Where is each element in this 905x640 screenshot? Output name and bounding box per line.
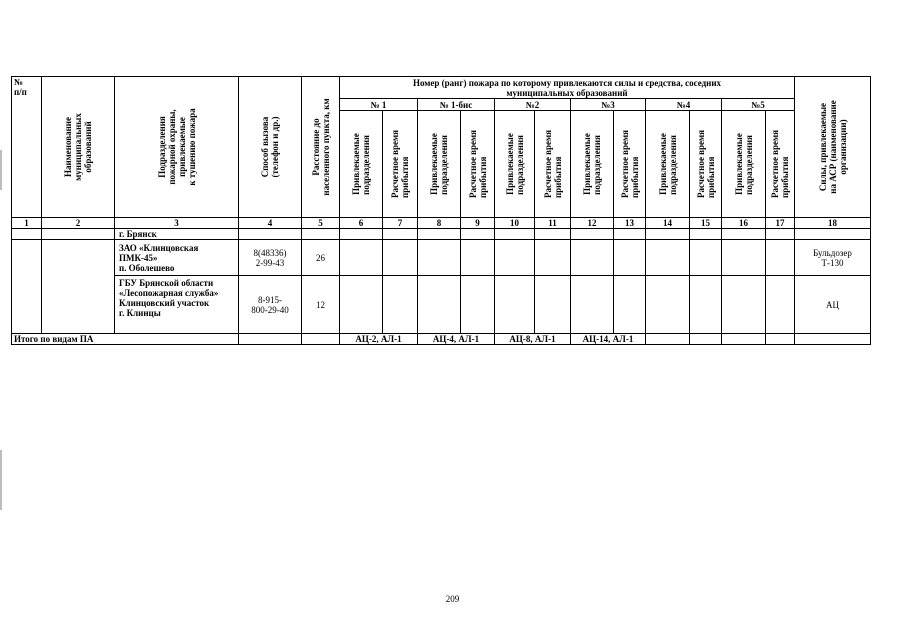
header-number: № п/п	[12, 77, 42, 218]
sub-time-rank-1-bis: Расчетное время прибытия	[461, 111, 495, 218]
column-number: 5	[302, 218, 340, 229]
column-number: 15	[690, 218, 722, 229]
call-method: 8-915- 800-29-40	[239, 276, 302, 334]
sub-time-rank-2: Расчетное время прибытия	[535, 111, 571, 218]
table-row	[12, 240, 871, 276]
totals-rank-1-bis: АЦ-4, АЛ-1	[418, 334, 495, 345]
rank-3: №3	[571, 99, 646, 111]
header-distance: Расстояние до населенного пункта, км	[302, 77, 340, 218]
column-number: 11	[535, 218, 571, 229]
column-number: 2	[42, 218, 115, 229]
column-number: 12	[571, 218, 614, 229]
totals-rank-3: АЦ-14, АЛ-1	[571, 334, 646, 345]
column-number: 18	[795, 218, 871, 229]
distance-km: 12	[302, 276, 340, 334]
column-number: 4	[239, 218, 302, 229]
rank-2: №2	[495, 99, 571, 111]
page-number: 209	[445, 594, 460, 604]
header-asr-forces: Силы, привлекаемые на АСР (наименование организации)	[795, 77, 871, 218]
column-number: 10	[495, 218, 535, 229]
sub-time-rank-4: Расчетное время прибытия	[690, 111, 722, 218]
totals-label: Итого по видам ПА	[12, 334, 239, 345]
sub-time-rank-5: Расчетное время прибытия	[766, 111, 795, 218]
sub-units-rank-3: Привлекаемые подразделения	[571, 111, 614, 218]
column-number: 14	[646, 218, 690, 229]
sub-units-rank-1: Привлекаемые подразделения	[340, 111, 383, 218]
column-number: 3	[115, 218, 239, 229]
column-number: 16	[722, 218, 766, 229]
unit-name: ЗАО «Клинцовская ПМК-45» п. Оболешево	[115, 240, 239, 276]
column-number: 8	[418, 218, 461, 229]
column-number: 9	[461, 218, 495, 229]
sub-units-rank-1-bis: Привлекаемые подразделения	[418, 111, 461, 218]
header-call-method: Способ вызова (телефон и др.)	[239, 77, 302, 218]
column-number: 1	[12, 218, 42, 229]
sub-time-rank-1: Расчетное время прибытия	[383, 111, 418, 218]
column-number: 13	[614, 218, 646, 229]
totals-rank-1: АЦ-2, АЛ-1	[340, 334, 418, 345]
sub-units-rank-5: Привлекаемые подразделения	[722, 111, 766, 218]
section-row	[12, 229, 871, 240]
header-fire-units: Подразделения пожарной охраны, привлекаемые к тушению пожара	[115, 77, 239, 218]
column-number-row	[12, 218, 871, 229]
table-row	[12, 276, 871, 334]
distance-km: 26	[302, 240, 340, 276]
sub-time-rank-3: Расчетное время прибытия	[614, 111, 646, 218]
column-number: 6	[340, 218, 383, 229]
totals-row	[12, 334, 871, 345]
header-fire-rank-group: Номер (ранг) пожара по которому привлекаются силы и средства, соседних муниципальных образований	[340, 77, 795, 99]
header-municipality: Наименование муниципальных образований	[42, 77, 115, 218]
scan-edge-mark	[0, 150, 2, 190]
section-title: г. Брянск	[115, 229, 239, 240]
totals-rank-2: АЦ-8, АЛ-1	[495, 334, 571, 345]
rank-5: №5	[722, 99, 795, 111]
rank-1-bis: № 1-бис	[418, 99, 495, 111]
rank-4: №4	[646, 99, 722, 111]
call-method: 8(48336) 2-99-43	[239, 240, 302, 276]
sub-units-rank-4: Привлекаемые подразделения	[646, 111, 690, 218]
column-number: 17	[766, 218, 795, 229]
rank-1: № 1	[340, 99, 418, 111]
sub-units-rank-2: Привлекаемые подразделения	[495, 111, 535, 218]
column-number: 7	[383, 218, 418, 229]
scan-edge-mark	[0, 450, 2, 510]
fire-forces-table	[11, 76, 871, 345]
unit-name: ГБУ Брянской области «Лесопожарная служба» Клинцовский участок г. Клинцы	[115, 276, 239, 334]
asr-forces: АЦ	[795, 276, 871, 334]
asr-forces: Бульдозер Т-130	[795, 240, 871, 276]
